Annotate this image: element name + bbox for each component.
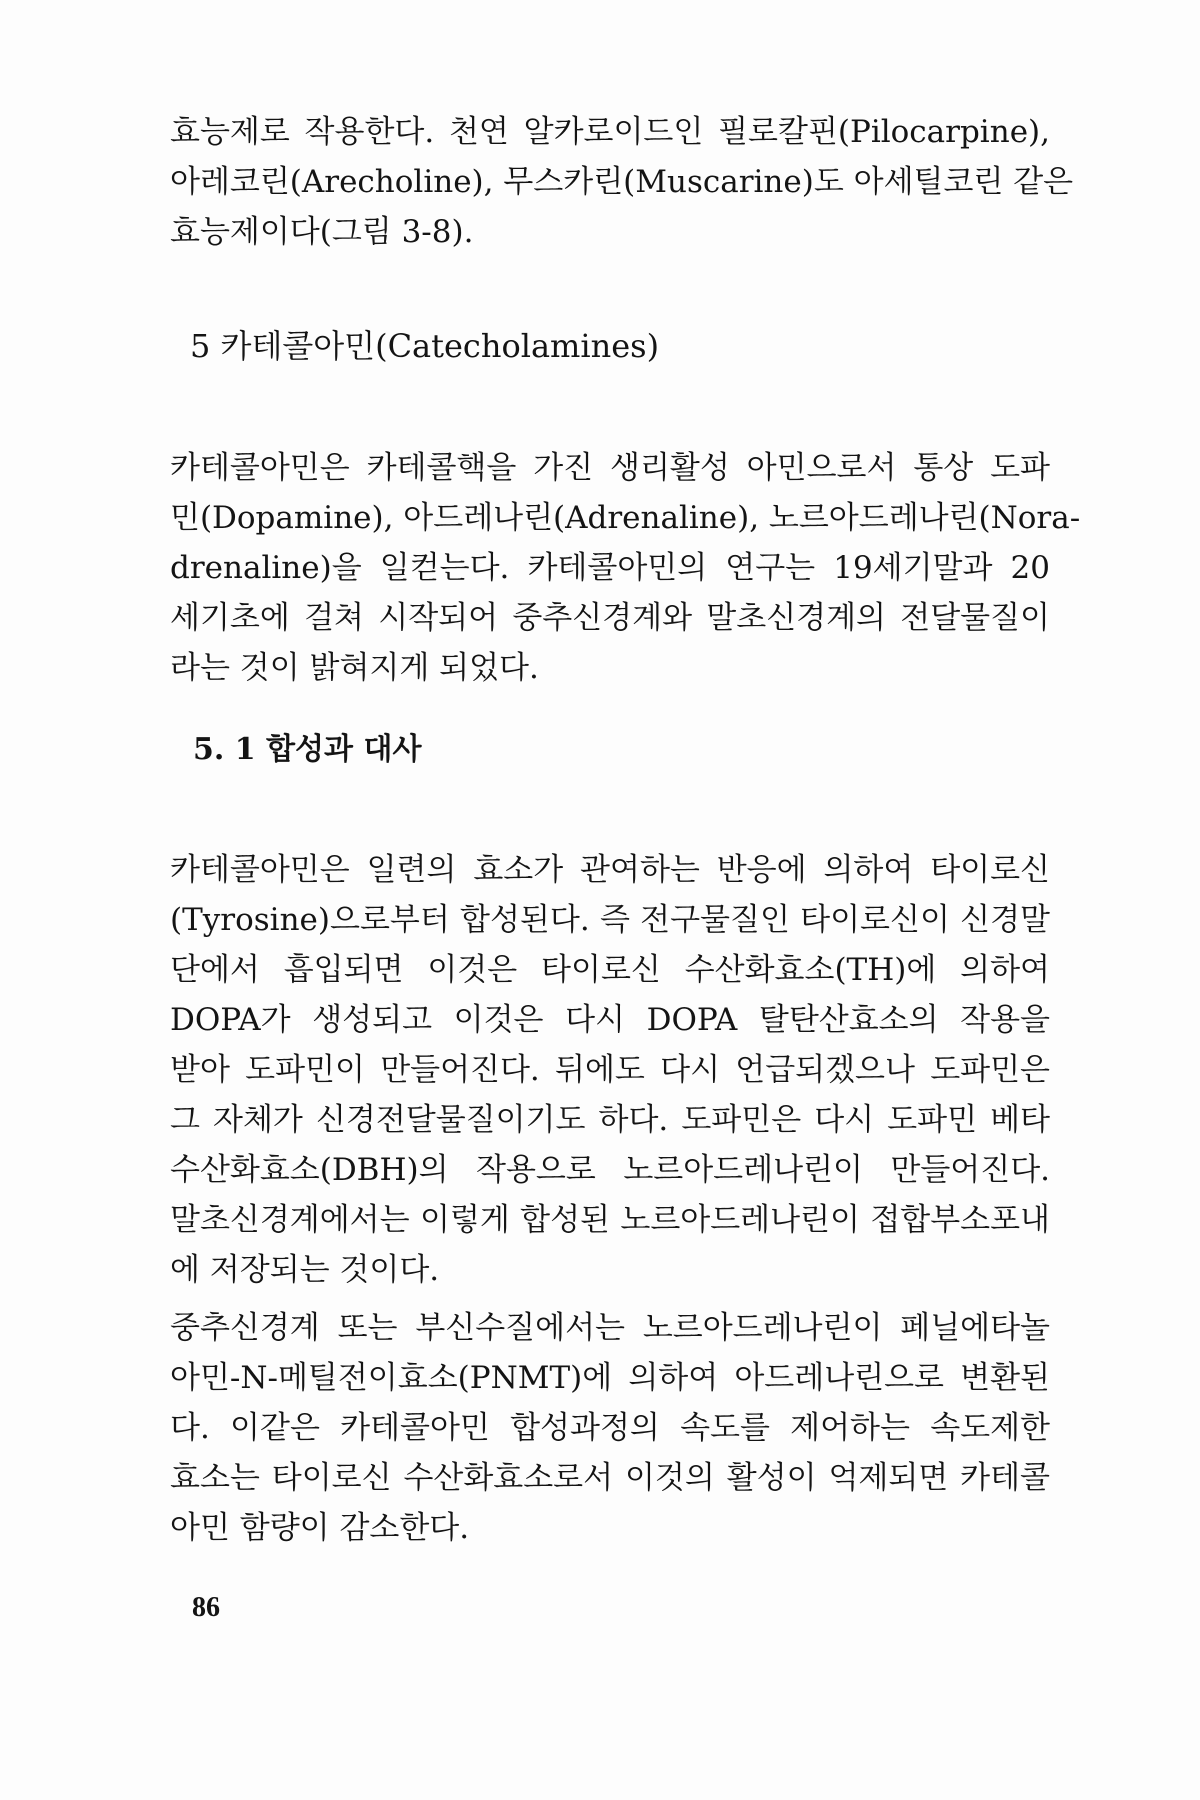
- paragraph-4-line-2: 아민-N-메틸전이효소(PNMT)에 의하여 아드레나린으로 변환된: [170, 1360, 1050, 1396]
- paragraph-4-line-1: 중추신경계 또는 부신수질에서는 노르아드레나린이 페닐에타놀: [170, 1310, 1050, 1346]
- paragraph-3-line-6: 그 자체가 신경전달물질이기도 하다. 도파민은 다시 도파민 베타: [170, 1102, 1050, 1138]
- paragraph-4-line-5: 아민 함량이 감소한다.: [170, 1510, 470, 1546]
- paragraph-3-line-2: (Tyrosine)으로부터 합성된다. 즉 전구물질인 타이로신이 신경말: [170, 902, 1050, 938]
- paragraph-4-line-4: 효소는 타이로신 수산화효소로서 이것의 활성이 억제되면 카테콜: [170, 1460, 1050, 1496]
- paragraph-3-line-1: 카테콜아민은 일련의 효소가 관여하는 반응에 의하여 타이로신: [170, 852, 1050, 888]
- page-number: 86: [192, 1592, 220, 1623]
- paragraph-3-line-7: 수산화효소(DBH)의 작용으로 노르아드레나린이 만들어진다.: [170, 1152, 1050, 1188]
- paragraph-3-line-5: 받아 도파민이 만들어진다. 뒤에도 다시 언급되겠으나 도파민은: [170, 1052, 1050, 1088]
- paragraph-2-line-5: 라는 것이 밝혀지게 되었다.: [170, 650, 539, 686]
- paragraph-3-line-3: 단에서 흡입되면 이것은 타이로신 수산화효소(TH)에 의하여: [170, 952, 1050, 988]
- paragraph-2-line-1: 카테콜아민은 카테콜핵을 가진 생리활성 아민으로서 통상 도파: [170, 450, 1050, 486]
- paragraph-3-line-4: DOPA가 생성되고 이것은 다시 DOPA 탈탄산효소의 작용을: [170, 1002, 1050, 1038]
- paragraph-2-line-3: drenaline)을 일컫는다. 카테콜아민의 연구는 19세기말과 20: [170, 550, 1050, 586]
- paragraph-2-line-2: 민(Dopamine), 아드레나린(Adrenaline), 노르아드레나린(Nora-: [170, 500, 1081, 536]
- subsection-heading-synthesis-metabolism: 5. 1 합성과 대사: [193, 732, 422, 767]
- paragraph-1-line-1: 효능제로 작용한다. 천연 알카로이드인 필로칼핀(Pilocarpine),: [170, 114, 1050, 150]
- paragraph-3-line-9: 에 저장되는 것이다.: [170, 1252, 440, 1288]
- paragraph-1-line-3: 효능제이다(그림 3-8).: [170, 214, 474, 250]
- section-heading-catecholamines: 5 카테콜아민(Catecholamines): [190, 327, 660, 365]
- paragraph-4-line-3: 다. 이같은 카테콜아민 합성과정의 속도를 제어하는 속도제한: [170, 1410, 1050, 1446]
- paragraph-1-line-2: 아레코린(Arecholine), 무스카린(Muscarine)도 아세틸코린 같은: [170, 164, 1074, 200]
- paragraph-3-line-8: 말초신경계에서는 이렇게 합성된 노르아드레나린이 접합부소포내: [170, 1202, 1050, 1238]
- paragraph-2-line-4: 세기초에 걸쳐 시작되어 중추신경계와 말초신경계의 전달물질이: [170, 600, 1050, 636]
